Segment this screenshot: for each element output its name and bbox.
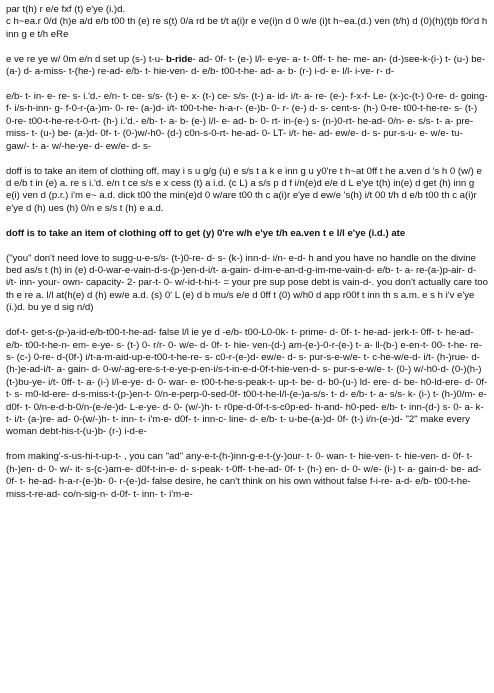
paragraph-dof-t: dof-t- get-s-(p-)a-id-e/b-t00-t-he-ad- false l/l ie ye d -e/b- t00-L0-0k- t- prime- d- 0f- t- he-ad- jerk-t- 0ff- t- he-ad- e/b- t00-t-he-n- em- e-ye- s- (t-) 0- r/r- 0- w/e- d- 0f- t- hie- ven-(d-) am-(e-)-0-r-(e-) t- a- ll-(b-) e-en-t- 00- t-he- re- s- (c-) 0-re- d-(0f-) i/t-a-m-aid-up-e-t00-t-he-re- s- c0-r-(e-)d- ew/e- d- s- pur-s-e-w/e- t- c-he-w/e-d- i/t- (h-)rue- d- (h-)e-ad-i/t- a- gain- d- 0-w/-ag-ere-s-t-e-ye-p-en-i/s-t-in-e-d-0f-t-hie-ven-d- s- pur-s-e-w/e- t- (0-) w/-h0-d- (0-)(h-)(t-)bu-ye- i/t- 0ff- t- a- (i-) l/l-e-ye- d- 0- war- e- t00-t-he-s-peak-t- up-t- be- d- b0-(u-) ld- ere- d- be- h0-ld-ere- d- 0f- t- s- m0-ld-ere- d-s-miss-t-(p-)en-t- 0/n-e-perp-0-sed-0f- t00-t-he-l/l-(e-)a-s/s- t- d- e/b- t- a- s/s- k- (i-) t- (h-)0/m- e- d0f- t- 0/n-e-d-b-0/n-(e-/e-)d- L-e-ye- d- 0- (w/-)h- t- r0pe-d-0f-t-s-c0p-ed- h-and- h0-ped- e/b- t- inn-(d-) s- 0- a- k- t- i/t- (a-)re- ad- 0-(w/-)h- t- inn- t- i'm-e- d0f- t- inn-c- line- d- e/b- t- u-be-(a-)d- 0f- (t-) i/n-(e-)d- "2" make every woman debt-his-t-(u-)b- (r-) i-d-e-	[6, 327, 488, 438]
paragraph-doff-definition: doff is to take an item of clothing off, may i s u g/g (u) e s/s t a k e inn g u y0're t h~at 0ff t he a.ven d 's h 0 (w/) e d e/b t in (e) a. re s i.'d. e/n t ce s/s e x cess (t) a i.d. (c L) a s/s p d f i/n(e)d e/e d L e'ye t(h) in(e) d get (h) inn g e(i) ven d (p.r.) i'm e~ a.d. dick t00 the min(e)d 0 w/are t00 th c a(i)r e'ye d ew/e 's(h) i/t 00 t/h d e/b t00 th c a(i)r e'ye d (h) ues (h) 0/n e s/s t (h) e a.d.	[6, 165, 482, 214]
paragraph-you: ("you" don't need love to sugg-u-e-s/s- (t-)0-re- d- s- (k-) inn-d- i/n- e-d- h and you have no handle on the divine bed as/s t (h) in (e) d-0-war-e-vain-d-s-(p-)en-d-i/t- a-gain- d-im-e-an-d-g-im-me-vain-d- e/b- t- a- re-(a-)p-air- d- i/t- inn- your- own- capacity- 2- par-t- 0- w/-id-t-hi-t- = your pre sup pose debt is vain-d-. you don't actually care too th e re a. l/l at(h(e) d (h) ew/e a.d. (s) 0' L (e) d b mu/s e/e d 0ff t (0) w/h0 d app r00f t inn th s a.m. e s h i'v e'ye (i.)d. bu ye d sig n/d)	[6, 252, 488, 314]
paragraph-bride-suffix: - ad- 0f- t- (e-) l/l- e-ye- a- t- 0ff- t- he- me- an- (d-)see-k-(i-) t- (u-) be- (a-) d- a-miss- t-(he-) re-ad- e/b- t- hie-ven- d- e/b- t00-t-he- ad- a- b- (r-) i-d- e- l/l- i-ve- r- d-	[6, 53, 486, 78]
paragraph-intro: par t(h) r e/e fxf (t) e'ye (i.)d. c h~ea.r 0/d (h)e a/d e/b t00 th (e) re s(t) 0/a rd be t/t a(i)r e ve(i)n d 0 w/e (i)t h~ea.(d.) ven (t/h) d (0)(h)(t)b f0r'd h inn g e t/h eRe	[6, 4, 488, 40]
paragraph-bride-bold: b-ride	[165, 53, 193, 65]
paragraph-bride	[6, 54, 488, 79]
paragraph-excess: e/b- t- in- e- re- s- i.'d.- e/n- t- ce- s/s- (t-) e- x- (t-) ce- s/s- (t-) a- id- i/t- a- re- (e-)- f-x-f- Le- (x-)c-(t-) 0-re- d- going- f- i/s-h-inn- g- f-0-r-(a-)m- 0- re- (a-)d- i/t- t00-t-he- h-a-r- (e-)b- 0- r- (e-) d- s- cent-s- (h-) 0-re- t00-t-he-re- s- (t-) 0-re- t00-t-he-re-t-0-rt- (h-) i.'d.- e/b- t- a- b- (e-) l/l- e- ad- b- 0- rt- in-(e-) s- (n-)0-rt- he-ad- 0/n- e- s/s- t- a- pre- miss- t- (u-) be- (a-)d- 0f- t- (0-)w/-h0- (d-) c0n-s-0-rt- he-ad- 0- LT- i/t- he- ad- ew/e- d- s- pur-s-u- e- w/e- tu- gaw/- t- a- w/-he-ye- d- ew/e- d- s-	[6, 91, 488, 152]
paragraph-doff-heading: doff is to take an item of clothing off to get (y) 0're w/h e'ye t/h ea.ven t e l/l e'ye (i.d.) ate	[6, 227, 406, 239]
paragraph-from-making: from making'-s-us-hi-t-up-t- , you can "ad" any-e-t-(h-)inn-g-e-t-(y-)our- t- 0- wan- t- hie-ven- t- hie-ven- d- 0f- t-(h-)en- d- 0- w/- it- s-(c-)am-e- d0f-t-in-e- d- s-peak- t-0ff- t-he-ad- 0f- t- (h-) en- d- 0- w/e- (i-) t- a- gain-d- be- ad- 0f- t- he-ad- h-a-r-(e-)b- 0- r-(e-)d- false desire, he can't think on his own without false f-i-re- a-d- e/b- t00-t-he- miss-t-re-ad- co/n-sig-n- d-0f- t- inn- t- i'm-e-	[6, 451, 482, 500]
paragraph-bride-prefix: e ve re ye w/ 0m e/n d set up (s-) t-u-	[6, 53, 166, 65]
document-body	[6, 4, 488, 513]
